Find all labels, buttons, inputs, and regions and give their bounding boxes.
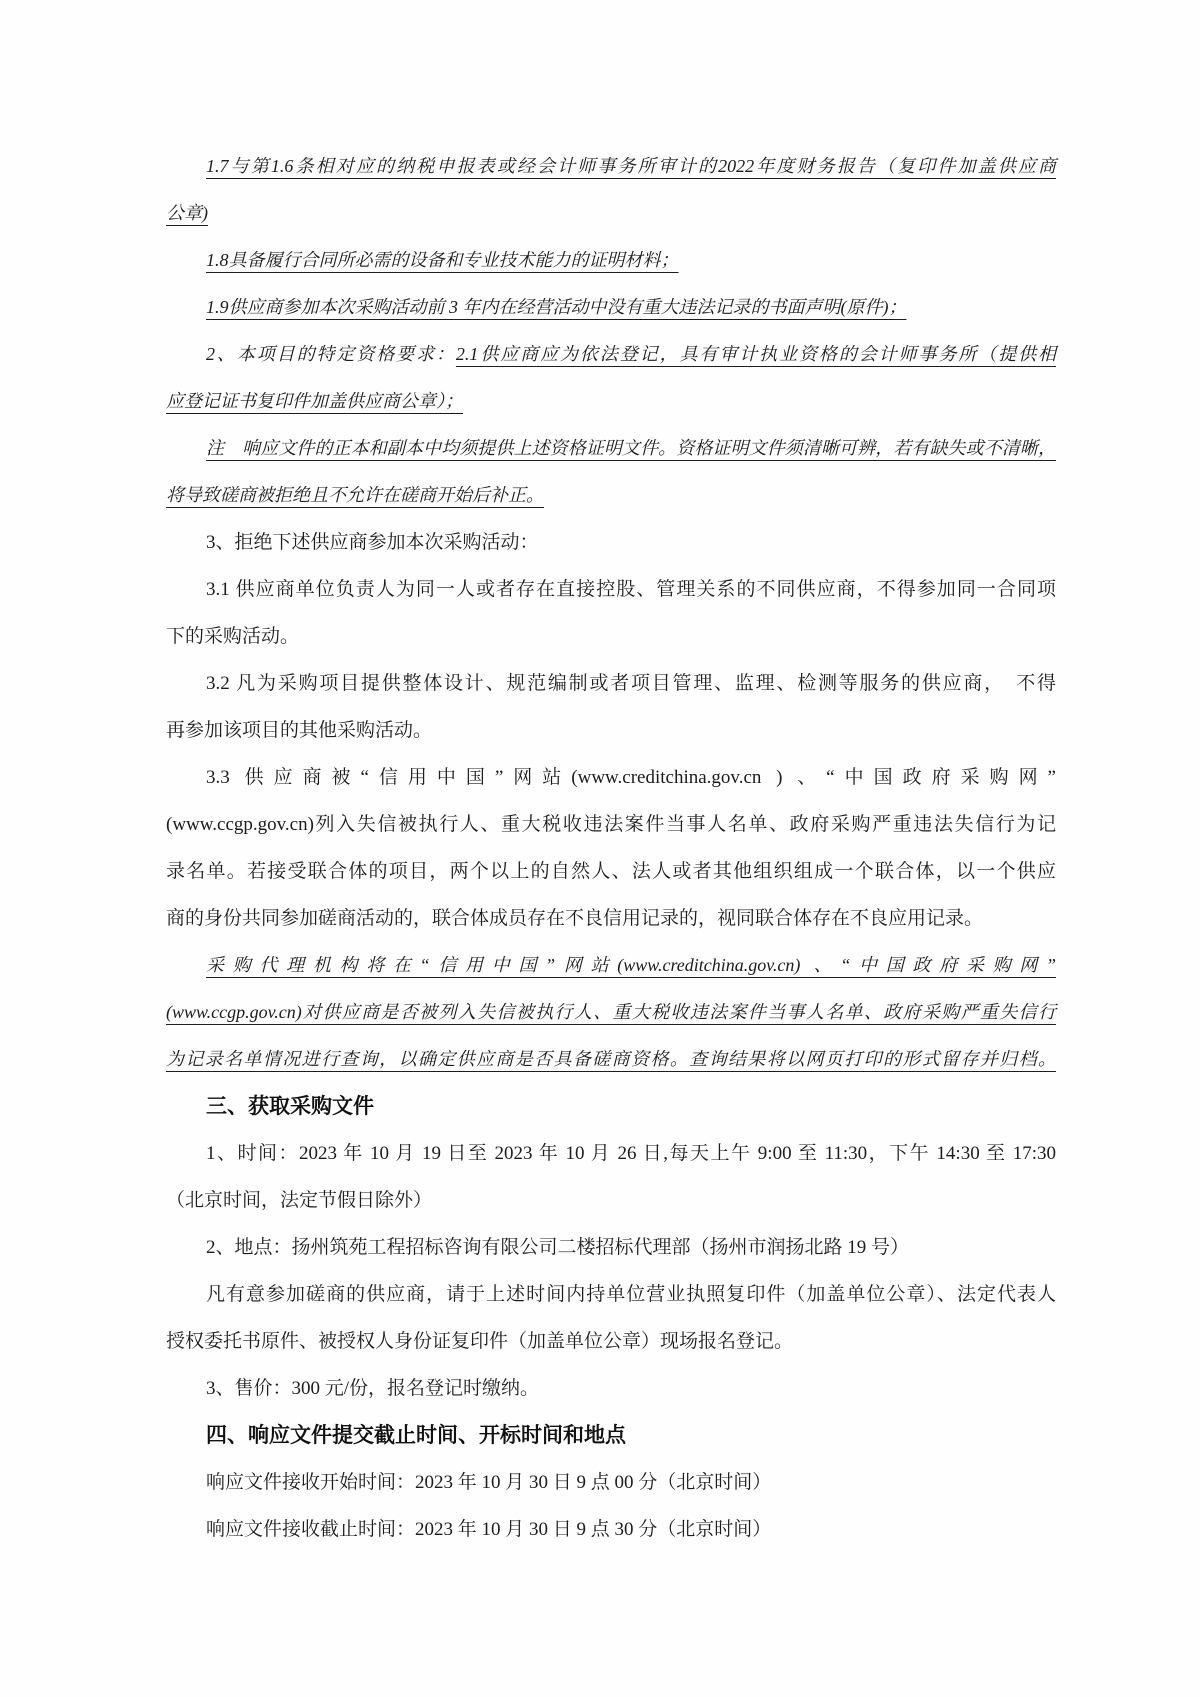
doc-line-clause-3-2: 3.2 凡为采购项目提供整体设计、规范编制或者项目管理、监理、检测等服务的供应商， 不得: [206, 673, 1056, 694]
doc-line-clause-1-7-cont: 公章): [166, 203, 208, 223]
section-heading-4: 四、响应文件提交截止时间、开标时间和地点: [206, 1424, 626, 1447]
section-heading-3: 三、获取采购文件: [206, 1095, 374, 1118]
doc-line-signup: 凡有意参加磋商的供应商，请于上述时间内持单位营业执照复印件（加盖单位公章）、法定代表人: [206, 1284, 1056, 1305]
doc-line-clause-3-3-cont-1: (www.ccgp.gov.cn)列入失信被执行人、重大税收违法案件当事人名单、政府采购严重违法失信行为记: [166, 814, 1056, 835]
doc-line-receive-end: 响应文件接收截止时间：2023 年 10 月 30 日 9 点 30 分（北京时间）: [206, 1519, 772, 1540]
doc-line-clause-3: 3、拒绝下述供应商参加本次采购活动：: [206, 532, 539, 553]
doc-line-clause-2: [166, 331, 1056, 378]
clause-2-label: 2、本项目的特定资格要求：: [206, 344, 456, 364]
doc-line-clause-3-1-cont: 下的采购活动。: [166, 626, 300, 647]
doc-line-note: 注 响应文件的正本和副本中均须提供上述资格证明文件。资格证明文件须清晰可辨，若有缺失或不清晰，: [206, 438, 1056, 458]
doc-line-price: 3、售价：300 元/份，报名登记时缴纳。: [206, 1378, 540, 1399]
doc-line-clause-3-2-cont: 再参加该项目的其他采购活动。: [166, 720, 433, 741]
doc-line-agency-query: 采购代理机构将在“信用中国”网站(www.creditchina.gov.cn) 、“中国政府采购网”: [206, 955, 1056, 975]
doc-line-note-cont: 将导致磋商被拒绝且不允许在磋商开始后补正。: [166, 485, 544, 505]
doc-line-clause-3-1: 3.1 供应商单位负责人为同一人或者存在直接控股、管理关系的不同供应商，不得参加同一合同项: [206, 579, 1056, 600]
doc-line-clause-1-9: 1.9供应商参加本次采购活动前 3 年内在经营活动中没有重大违法记录的书面声明(原件)；: [206, 297, 907, 317]
doc-line-clause-1-8: 1.8具备履行合同所必需的设备和专业技术能力的证明材料；: [206, 250, 679, 270]
doc-line-time-cont: （北京时间，法定节假日除外）: [166, 1190, 433, 1211]
doc-line-clause-2-1-cont: 应登记证书复印件加盖供应商公章）；: [166, 391, 463, 411]
doc-line-signup-cont: 授权委托书原件、被授权人身份证复印件（加盖单位公章）现场报名登记。: [166, 1331, 794, 1352]
doc-line-clause-3-3-cont-3: 商的身份共同参加磋商活动的，联合体成员存在不良信用记录的，视同联合体存在不良应用记录。: [166, 908, 984, 929]
clause-2-1-text: 2.1供应商应为依法登记，具有审计执业资格的会计师事务所（提供相: [455, 344, 1057, 364]
doc-line-clause-1-7: 1.7与第1.6条相对应的纳税申报表或经会计师事务所审计的2022年度财务报告（复印件加盖供应商: [206, 156, 1056, 176]
document-text-block: [166, 143, 1056, 1553]
doc-line-agency-query-cont-2: 为记录名单情况进行查询，以确定供应商是否具备磋商资格。查询结果将以网页打印的形式留存并归档。: [166, 1049, 1056, 1069]
doc-line-receive-start: 响应文件接收开始时间：2023 年 10 月 30 日 9 点 00 分（北京时间）: [206, 1472, 772, 1493]
doc-line-agency-query-cont-1: (www.ccgp.gov.cn)对供应商是否被列入失信被执行人、重大税收违法案件当事人名单、政府采购严重失信行: [166, 1002, 1056, 1022]
doc-line-clause-3-3: 3.3 供应商被“信用中国”网站(www.creditchina.gov.cn ) 、“中国政府采购网”: [206, 767, 1056, 788]
doc-line-place: 2、地点：扬州筑苑工程招标咨询有限公司二楼招标代理部（扬州市润扬北路 19 号）: [206, 1237, 910, 1258]
doc-line-time: 1、时间：2023 年 10 月 19 日至 2023 年 10 月 26 日,每天上午 9:00 至 11:30，下午 14:30 至 17:30: [206, 1143, 1056, 1164]
doc-line-clause-3-3-cont-2: 录名单。若接受联合体的项目，两个以上的自然人、法人或者其他组织组成一个联合体，以一个供应: [166, 861, 1056, 882]
